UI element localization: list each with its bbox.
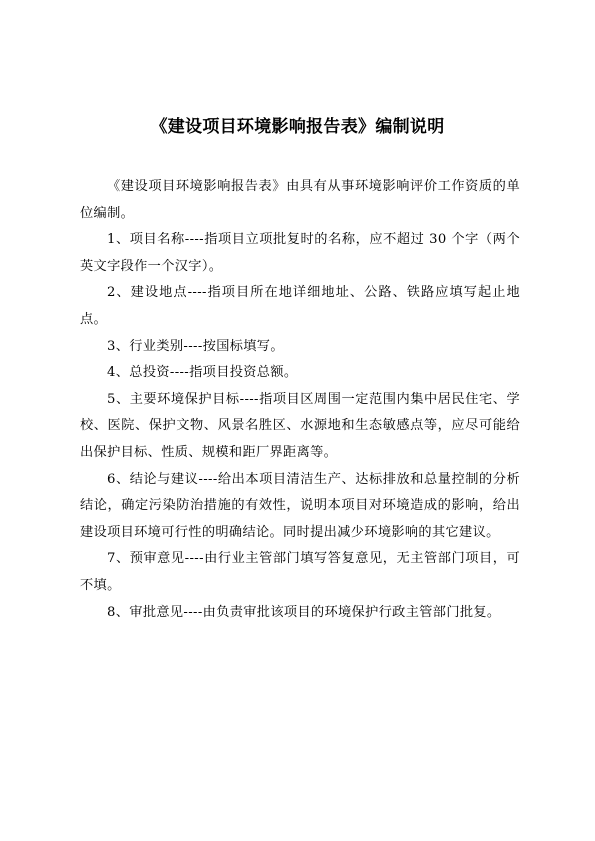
item-protection-targets: 5、主要环境保护目标----指项目区周围一定范围内集中居民住宅、学校、医院、保护文物、风景名胜区、水源地和生态敏感点等，应尽可能给出保护目标、性质、规模和距厂界距离等。 bbox=[80, 391, 520, 460]
item-industry-category: 3、行业类别----按国标填写。 bbox=[107, 338, 284, 354]
document-title: 《建设项目环境影响报告表》编制说明 bbox=[150, 117, 445, 137]
item-pre-review-opinion: 7、预审意见----由行业主管部门填写答复意见，无主管部门项目，可不填。 bbox=[80, 551, 520, 593]
item-approval-opinion: 8、审批意见----由负责审批该项目的环境保护行政主管部门批复。 bbox=[107, 604, 501, 620]
item-total-investment: 4、总投资----指项目投资总额。 bbox=[107, 365, 298, 381]
intro-paragraph: 《建设项目环境影响报告表》由具有从事环境影响评价工作资质的单位编制。 bbox=[80, 179, 520, 221]
item-project-name: 1、项目名称----指项目立项批复时的名称，应不超过 30 个字（两个英文字段作一个汉字）。 bbox=[80, 232, 520, 274]
item-construction-site: 2、建设地点----指项目所在地详细地址、公路、铁路应填写起止地点。 bbox=[80, 285, 520, 327]
document-body bbox=[80, 174, 520, 626]
item-conclusions: 6、结论与建议----给出本项目清洁生产、达标排放和总量控制的分析结论，确定污染防治措施的有效性，说明本项目对环境造成的影响，给出建设项目环境可行性的明确结论。同时提出减少环境影响的其它建议。 bbox=[80, 471, 520, 540]
